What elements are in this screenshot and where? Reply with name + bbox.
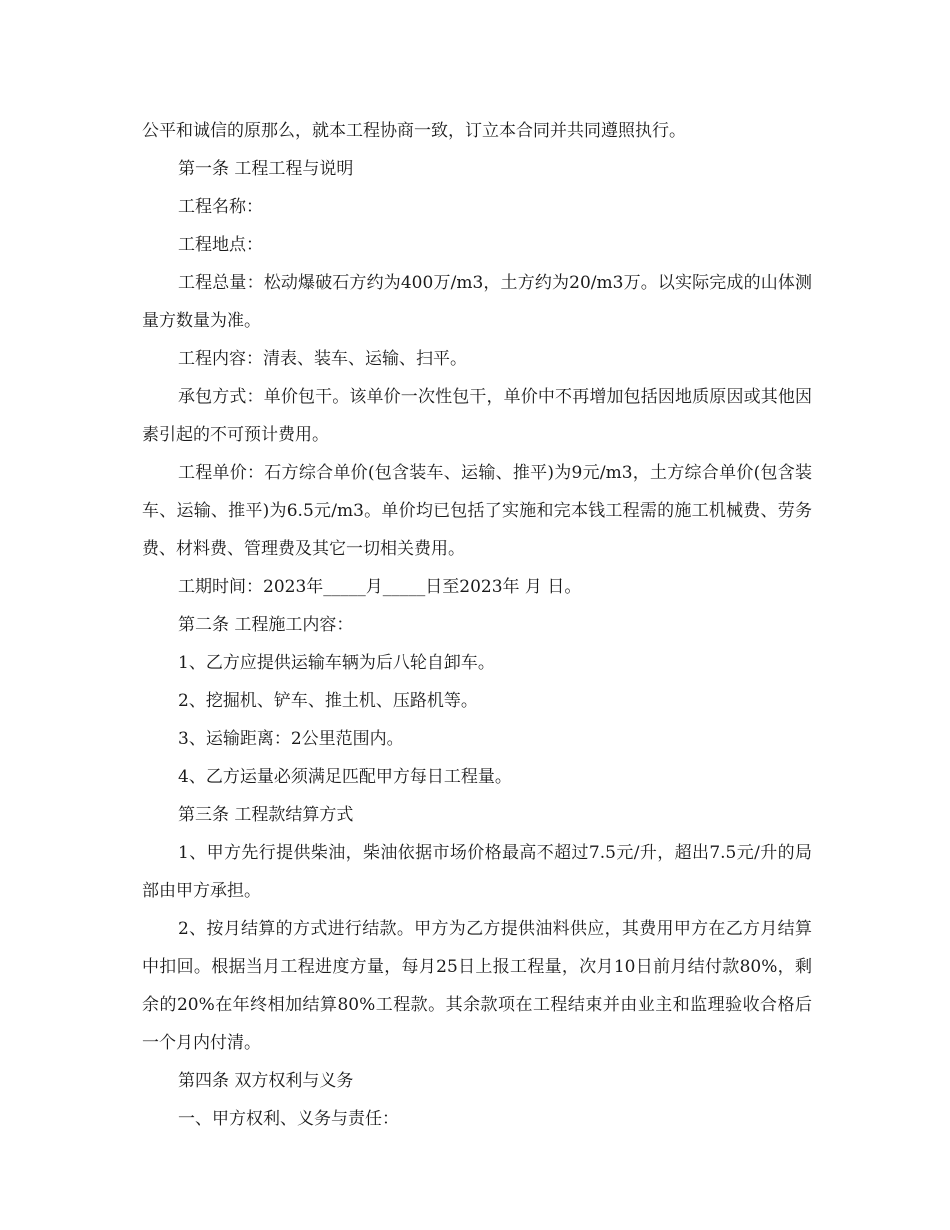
party-a-rights-heading: 一、甲方权利、义务与责任： (178, 1109, 399, 1129)
project-content-line: 工程内容：清表、装车、运输、扫平。 (178, 349, 467, 369)
list-item-2: 2、挖掘机、铲车、推土机、压路机等。 (178, 691, 478, 711)
unit-price-paragraph: 工程单价：石方综合单价(包含装车、运输、推平)为9元/m3，土方综合单价(包含装车、运输、推平)为6.5元/m3。单价均已包括了实施和完本钱工程需的施工机械费、劳务费、材料费、管理费及其它一切相关费用。 (142, 463, 812, 559)
payment-item-2: 2、按月结算的方式进行结款。甲方为乙方提供油料供应，其费用甲方在乙方月结算中扣回。根据当月工程进度方量，每月25日上报工程量，次月10日前月结付款80%，剩余的20%在年终相加结算80%工程款。其余款项在工程结束并由业主和监理验收合格后一个月内付清。 (142, 919, 812, 1053)
schedule-line: 工期时间：2023年_____月_____日至2023年 月 日。 (178, 577, 582, 597)
contract-method-paragraph: 承包方式：单价包干。该单价一次性包干，单价中不再增加包括因地质原因或其他因素引起的不可预计费用。 (142, 387, 812, 445)
payment-item-1: 1、甲方先行提供柴油，柴油依据市场价格最高不超过7.5元/升，超出7.5元/升的局部由甲方承担。 (142, 843, 812, 901)
project-total-paragraph: 工程总量：松动爆破石方约为400万/m3，土方约为20/m3万。以实际完成的山体测量方数量为准。 (142, 273, 812, 331)
list-item-4: 4、乙方运量必须满足匹配甲方每日工程量。 (178, 767, 512, 787)
article-4-heading: 第四条 双方权利与义务 (178, 1071, 354, 1091)
project-location-line: 工程地点： (178, 235, 263, 255)
list-item-3: 3、运输距离：2公里范围内。 (178, 729, 404, 749)
article-1-heading: 第一条 工程工程与说明 (178, 159, 354, 179)
document-body (142, 112, 812, 1138)
paragraph-intro: 公平和诚信的原那么，就本工程协商一致，订立本合同并共同遵照执行。 (142, 121, 686, 141)
article-2-heading: 第二条 工程施工内容： (178, 615, 354, 635)
article-3-heading: 第三条 工程款结算方式 (178, 805, 354, 825)
project-name-line: 工程名称： (178, 197, 263, 217)
list-item-1: 1、乙方应提供运输车辆为后八轮自卸车。 (178, 653, 495, 673)
